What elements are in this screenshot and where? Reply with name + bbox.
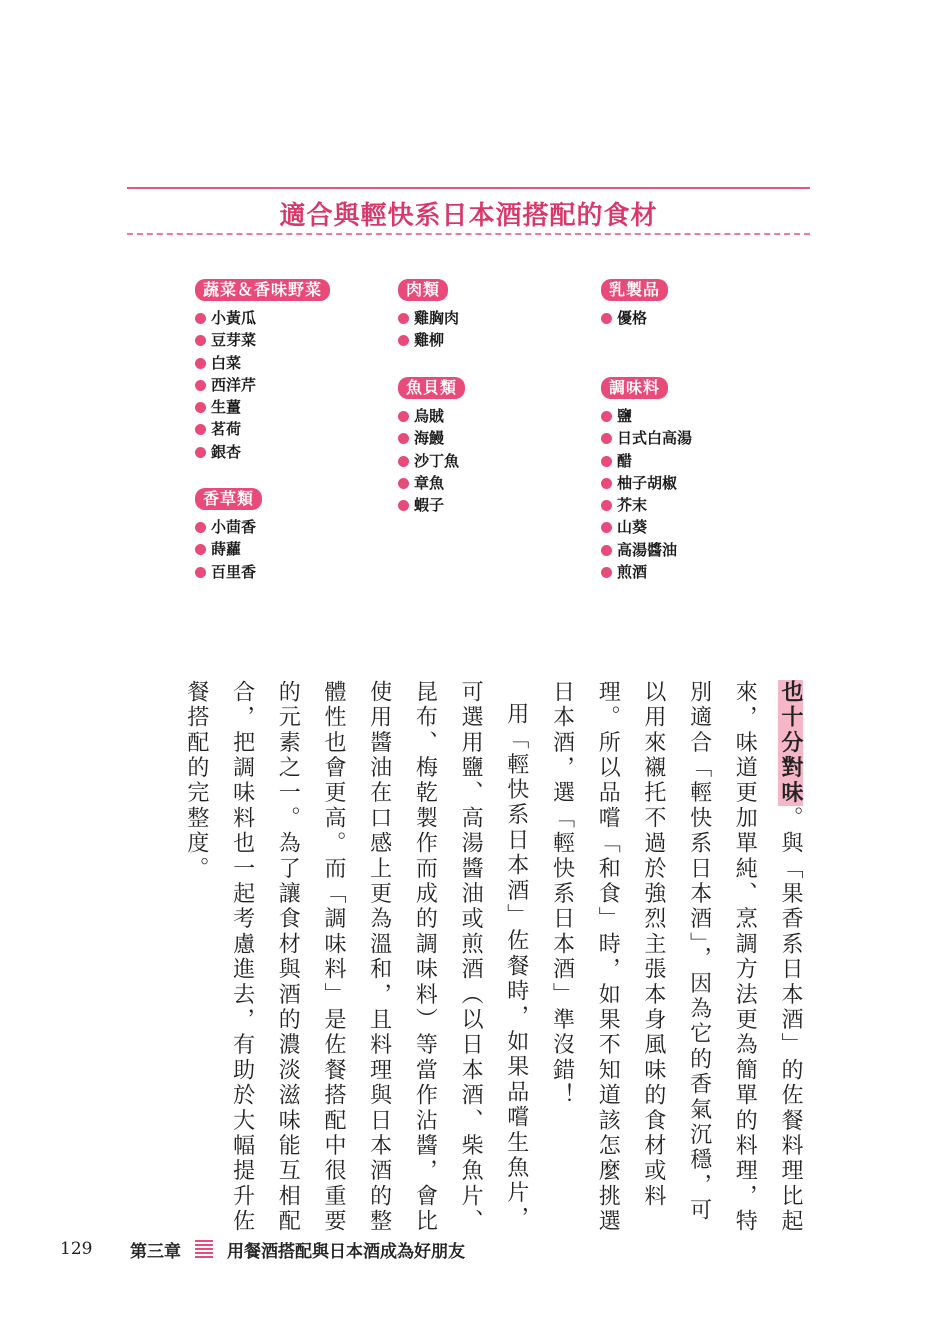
list-item: 茗荷 (195, 418, 330, 440)
item-list (398, 405, 465, 516)
item-list (195, 307, 330, 463)
list-item: 高湯醬油 (601, 539, 692, 561)
list-item: 日式白高湯 (601, 427, 692, 449)
category-label: 魚貝類 (398, 377, 465, 399)
list-item: 雞胸肉 (398, 307, 459, 329)
bullet-icon (195, 522, 206, 533)
list-item: 海鰻 (398, 427, 465, 449)
bullet-icon (601, 313, 612, 324)
list-item: 白菜 (195, 352, 330, 374)
list-item: 蒔蘿 (195, 538, 262, 560)
page-footer (60, 1237, 465, 1261)
bullet-icon (195, 424, 206, 435)
bullet-icon (195, 402, 206, 413)
list-item: 銀杏 (195, 441, 330, 463)
category-dairy (601, 279, 668, 329)
page-number: 129 (60, 1239, 93, 1259)
bullet-icon (601, 545, 612, 556)
bullet-icon (195, 544, 206, 555)
bullet-icon (195, 447, 206, 458)
list-item: 小黃瓜 (195, 307, 330, 329)
bullet-icon (601, 411, 612, 422)
bullet-icon (195, 358, 206, 369)
list-item: 小茴香 (195, 516, 262, 538)
bullet-icon (398, 313, 409, 324)
item-list (601, 307, 668, 329)
highlight-text: 也十分對味 (778, 680, 803, 806)
bullet-icon (195, 380, 206, 391)
bullet-icon (195, 567, 206, 578)
category-seafood (398, 377, 465, 516)
category-meat (398, 279, 459, 352)
bullet-icon (601, 433, 612, 444)
bullet-icon (398, 456, 409, 467)
list-item: 蝦子 (398, 494, 465, 516)
item-list (398, 307, 459, 352)
bullet-icon (398, 500, 409, 511)
list-item: 烏賊 (398, 405, 465, 427)
list-item: 西洋芹 (195, 374, 330, 396)
bullet-icon (601, 500, 612, 511)
bullet-icon (398, 335, 409, 346)
list-item: 雞柳 (398, 329, 459, 351)
category-label: 香草類 (195, 488, 262, 510)
bullet-icon (398, 433, 409, 444)
list-item: 沙丁魚 (398, 450, 465, 472)
list-item: 芥末 (601, 494, 692, 516)
paragraph-2: 用「輕快系日本酒」佐餐時，如果品嚐生魚片，可選用鹽、高湯醬油或煎酒（以日本酒、柴魚片、昆布、梅乾製作而成的調味料）等當作沾醬，會比使用醬油在口感上更為溫和，且料理與日本酒的整體性也會更高。而「調味料」是佐餐搭配中很重要的元素之一。為了讓食材與酒的濃淡滋味能互相配合，把調味料也一起考慮進去，有助於大幅提升佐餐搭配的完整度。 (183, 680, 529, 1235)
list-item: 山葵 (601, 516, 692, 538)
item-list (601, 405, 692, 583)
list-item: 鹽 (601, 405, 692, 427)
bullet-icon (398, 478, 409, 489)
chapter-title: 用餐酒搭配與日本酒成為好朋友 (227, 1241, 465, 1262)
category-label: 乳製品 (601, 279, 668, 301)
chapter-label: 第三章 (130, 1241, 181, 1262)
list-item: 豆芽菜 (195, 329, 330, 351)
list-item: 章魚 (398, 472, 465, 494)
list-item: 柚子胡椒 (601, 472, 692, 494)
category-label: 肉類 (398, 279, 448, 301)
section-title: 適合與輕快系日本酒搭配的食材 (279, 201, 658, 231)
bullet-icon (398, 411, 409, 422)
body-text (173, 680, 813, 1240)
bullet-icon (601, 456, 612, 467)
category-seasonings (601, 377, 692, 583)
bullet-icon (601, 478, 612, 489)
item-list (195, 516, 262, 583)
bullet-icon (195, 335, 206, 346)
list-item: 醋 (601, 450, 692, 472)
list-item: 百里香 (195, 561, 262, 583)
list-item: 煎酒 (601, 561, 692, 583)
paragraph-1-text: 。與「果香系日本酒」的佐餐料理比起來，味道更加單純、烹調方法更為簡單的料理，特別適合「輕快系日本酒」，因為它的香氣沉穩，可以用來襯托不過於強烈主張本身風味的食材或料理。所以品嚐「和食」時，如果不知道該怎麼挑選日本酒，選「輕快系日本酒」準沒錯！ (549, 680, 803, 1235)
bullet-icon (601, 567, 612, 578)
category-vegetables (195, 279, 330, 463)
bullet-icon (195, 313, 206, 324)
category-herbs (195, 488, 262, 583)
dashed-rule (127, 233, 810, 235)
list-item: 生薑 (195, 396, 330, 418)
category-label: 調味料 (601, 377, 668, 399)
category-label: 蔬菜＆香味野菜 (195, 279, 330, 301)
top-rule (127, 187, 810, 189)
paragraph-1 (539, 680, 813, 1240)
stripes-icon (195, 1240, 213, 1258)
bullet-icon (601, 522, 612, 533)
list-item: 優格 (601, 307, 668, 329)
